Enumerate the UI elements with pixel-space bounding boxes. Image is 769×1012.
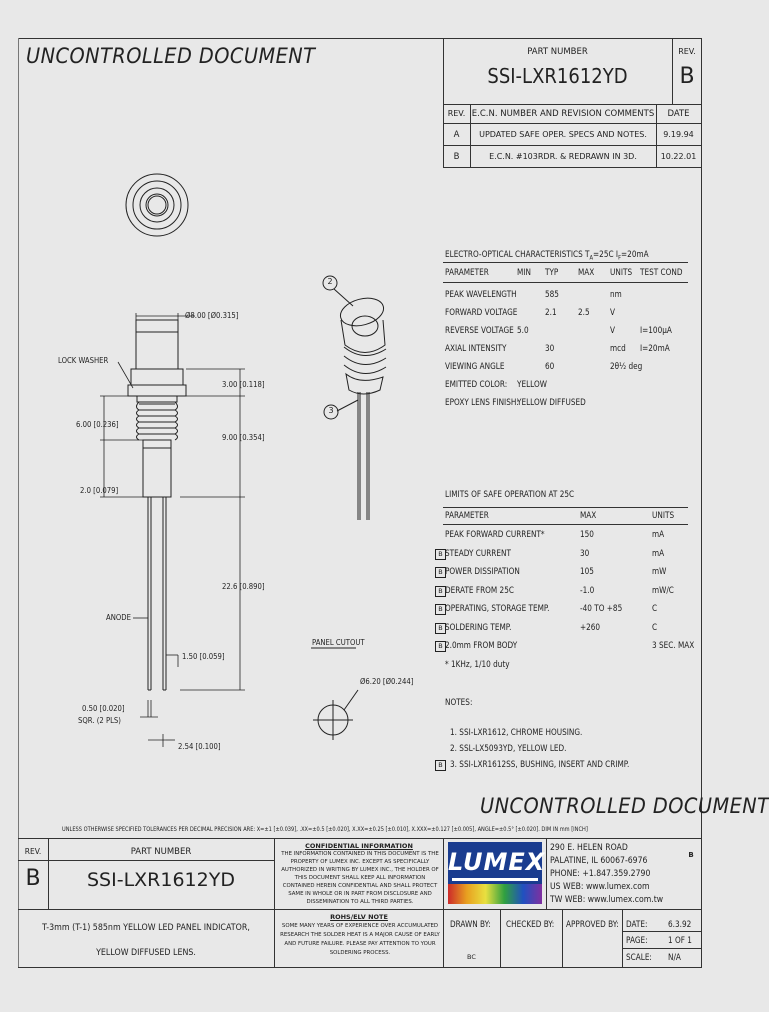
rev-row-a-date: 9.19.94 xyxy=(663,130,694,139)
safe-cell: 3 SEC. MAX xyxy=(652,641,695,651)
safe-cell: DERATE FROM 25C xyxy=(445,585,514,596)
rohs-title: ROHS/ELV NOTE xyxy=(330,913,388,921)
eo-cell: YELLOW DIFFUSED xyxy=(517,398,586,408)
dim-22: 22.6 [0.890] xyxy=(222,582,265,591)
eo-header-cell: TYP xyxy=(545,268,559,278)
note-item: 1. SSI-LXR1612, CHROME HOUSING. xyxy=(450,728,583,738)
rev-row-b-comment: E.C.N. #103RDR. & REDRAWN IN 3D. xyxy=(489,152,637,161)
eo-header-cell: MAX xyxy=(578,268,595,278)
eo-header-cell: UNITS xyxy=(610,268,633,278)
safe-cell: mA xyxy=(652,530,665,540)
uncontrolled-stamp-top: UNCONTROLLED DOCUMENT xyxy=(26,44,316,68)
tb-description: T-3mm (T-1) 585nm YELLOW LED PANEL INDICATOR, YELLOW DIFFUSED LENS. xyxy=(42,923,250,958)
rev-row-a-comment: UPDATED SAFE OPER. SPECS AND NOTES. xyxy=(479,130,647,139)
panel-cutout-label: PANEL CUTOUT xyxy=(312,638,365,647)
eo-cell: 60 xyxy=(545,362,555,372)
safe-cell: 2.0mm FROM BODY xyxy=(445,641,518,651)
rev-row-b-date: 10.22.01 xyxy=(660,152,697,161)
safe-header-cell: UNITS xyxy=(652,511,675,521)
dim-050: 0.50 [0.020] xyxy=(82,704,125,713)
rev-b-marker: B xyxy=(435,641,446,652)
drawn-by-value: BC xyxy=(467,953,476,961)
safe-header-cell: PARAMETER xyxy=(445,511,489,521)
safe-cell: C xyxy=(652,604,658,614)
safe-cell: mW xyxy=(652,567,667,577)
anode-label: ANODE xyxy=(106,613,131,622)
eo-cell: 30 xyxy=(545,344,555,354)
dim-254: 2.54 [0.100] xyxy=(178,742,221,751)
sqr-label: SQR. (2 PLS) xyxy=(78,716,121,725)
side-view-body xyxy=(128,320,186,690)
dim-dia-8: Ø8.00 [Ø0.315] xyxy=(185,311,239,320)
rev-b-marker: B xyxy=(435,604,446,615)
eo-cell: 5.0 xyxy=(517,326,529,336)
top-view-circles xyxy=(126,174,188,236)
address-line: US WEB: www.lumex.com xyxy=(550,882,650,892)
dim-6: 6.00 [0.236] xyxy=(76,420,119,429)
rev-value: B xyxy=(679,64,695,89)
safe-cell: mW/C xyxy=(652,585,674,596)
rev-table-header-rev: REV. xyxy=(447,109,466,118)
eo-header-cell: MIN xyxy=(517,268,531,278)
eo-cell: EPOXY LENS FINISH: xyxy=(445,398,519,408)
panel-cutout xyxy=(311,648,358,740)
safe-cell: OPERATING, STORAGE TEMP. xyxy=(445,604,550,614)
page-value: 1 OF 1 xyxy=(668,936,692,946)
safe-cell: POWER DISSIPATION xyxy=(445,567,520,577)
lumex-logo: LUMEX xyxy=(448,842,542,904)
eo-cell: AXIAL INTENSITY xyxy=(445,344,507,354)
scale-label: SCALE: xyxy=(626,953,652,963)
safe-cell: 105 xyxy=(580,567,594,577)
rev-b-marker: B xyxy=(435,549,446,560)
note-item: 3. SSI-LXR1612SS, BUSHING, INSERT AND CRIMP. xyxy=(450,760,630,770)
safe-op-footnote: * 1KHz, 1/10 duty xyxy=(445,660,510,670)
led-3d-view xyxy=(323,276,387,520)
lock-washer-label: LOCK WASHER xyxy=(58,356,109,365)
callout-3: 3 xyxy=(328,406,334,415)
notes-title: NOTES: xyxy=(445,698,473,708)
tb-part-number: SSI-LXR1612YD xyxy=(87,869,235,891)
eo-cell: YELLOW xyxy=(517,380,547,390)
safe-cell: C xyxy=(652,622,658,633)
rev-b-marker: B xyxy=(435,586,446,597)
tb-rev-marker: B xyxy=(688,851,694,859)
safe-cell: 30 xyxy=(580,548,590,559)
rev-label: REV. xyxy=(678,47,696,56)
confidential-title: CONFIDENTIAL INFORMATION xyxy=(305,842,413,850)
date-value: 6.3.92 xyxy=(668,920,692,930)
safe-cell: PEAK FORWARD CURRENT* xyxy=(445,530,545,540)
note-item: 2. SSL-LX5093YD, YELLOW LED. xyxy=(450,744,567,754)
eo-cell: 585 xyxy=(545,290,559,300)
tb-rev-label: REV. xyxy=(24,847,42,856)
eo-header-cell: PARAMETER xyxy=(445,268,489,278)
page-label: PAGE: xyxy=(626,936,648,946)
eo-cell: EMITTED COLOR: xyxy=(445,380,508,390)
dimension-lines xyxy=(100,313,245,747)
rev-table-header-comments: E.C.N. NUMBER AND REVISION COMMENTS xyxy=(471,109,655,119)
eo-cell: nm xyxy=(610,290,622,300)
eo-cell: PEAK WAVELENGTH xyxy=(445,290,517,300)
rev-table-header-date: DATE xyxy=(667,109,690,119)
rohs-body: SOME MANY YEARS OF EXPERIENCE OVER ACCUMULATED RESEARCH THE SOLDER HEAT IS A MAJOR CAUSE OF EARLY AND FUTURE FAILURE. PLEASE PAY ATTENTION TO YOUR SOLDERING PROCESS. xyxy=(280,923,440,956)
rev-b-marker: B xyxy=(435,760,446,771)
dim-3: 3.00 [0.118] xyxy=(222,380,265,389)
rev-b-marker: B xyxy=(435,567,446,578)
eo-title: ELECTRO-OPTICAL CHARACTERISTICS $T_A=25C$ $I_F=20mA$ xyxy=(445,250,649,262)
rev-b-marker: B xyxy=(435,623,446,634)
eo-cell: I=100µA xyxy=(640,326,672,336)
address-line: TW WEB: www.lumex.com.tw xyxy=(550,895,664,905)
safe-cell: STEADY CURRENT xyxy=(445,548,511,559)
scale-value: N/A xyxy=(668,953,681,963)
callout-2: 2 xyxy=(327,277,333,286)
safe-cell: -40 TO +85 xyxy=(580,604,623,614)
address-line: 290 E. HELEN ROAD xyxy=(550,843,628,853)
safe-cell: -1.0 xyxy=(580,585,595,596)
eo-cell: V xyxy=(610,308,616,318)
dim-dia-620: Ø6.20 [Ø0.244] xyxy=(360,677,414,686)
tolerance-note: UNLESS OTHERWISE SPECIFIED TOLERANCES PER DECIMAL PRECISION ARE: X=±1 [±0.039], .XX=±0.5 [±0.020], X.XX=±0.25 [±0.010], X.XXX=±0.127 [±0.005], ANGLE=±0.5° [±0.020]. DIM IN mm [INCH] xyxy=(62,825,588,833)
safe-op-title: LIMITS OF SAFE OPERATION AT 25C xyxy=(445,490,575,500)
eo-cell: 2θ½ deg xyxy=(610,362,643,372)
safe-header-cell: MAX xyxy=(580,511,597,521)
eo-cell: mcd xyxy=(610,344,626,354)
eo-cell: I=20mA xyxy=(640,344,670,354)
mechanical-drawing xyxy=(0,0,440,820)
eo-header-cell: TEST COND xyxy=(640,268,683,278)
dim-9: 9.00 [0.354] xyxy=(222,433,265,442)
rev-row-a-rev: A xyxy=(453,130,460,140)
tb-part-number-label: PART NUMBER xyxy=(130,847,192,857)
eo-cell: REVERSE VOLTAGE xyxy=(445,326,514,336)
safe-cell: +260 xyxy=(580,622,601,633)
safe-cell: 150 xyxy=(580,530,594,540)
drawn-by-label: DRAWN BY: xyxy=(450,920,491,930)
eo-cell: V xyxy=(610,326,616,336)
part-number: SSI-LXR1612YD xyxy=(487,64,628,88)
dim-2: 2.0 [0.079] xyxy=(80,486,119,495)
confidential-body: THE INFORMATION CONTAINED IN THIS DOCUMENT IS THE PROPERTY OF LUMEX INC. EXCEPT AS SPECIFICALLY AUTHORIZED IN WRITING BY LUMEX INC., THE HOLDER OF THIS DOCUMENT SHALL KEEP ALL INFORMATION CONTAINED HEREIN CONFIDENTIAL AND SHALL PROTECT SAME IN WHOLE OR IN PART FROM DISCLOSURE AND DISSEMINATION TO ALL THIRD PARTIES. xyxy=(281,851,439,905)
uncontrolled-stamp-bottom: UNCONTROLLED DOCUMENT xyxy=(480,794,769,818)
safe-cell: SOLDERING TEMP. xyxy=(445,622,512,633)
eo-cell: 2.5 xyxy=(578,308,590,318)
tb-rev-value: B xyxy=(25,866,41,891)
dim-150: 1.50 [0.059] xyxy=(182,652,225,661)
date-label: DATE: xyxy=(626,920,648,930)
eo-cell: 2.1 xyxy=(545,308,557,318)
eo-cell: FORWARD VOLTAGE xyxy=(445,308,518,318)
checked-by-label: CHECKED BY: xyxy=(506,920,555,930)
approved-by-label: APPROVED BY: xyxy=(566,920,619,930)
safe-cell: mA xyxy=(652,548,665,559)
address-line: PALATINE, IL 60067-6976 xyxy=(550,856,648,866)
eo-cell: VIEWING ANGLE xyxy=(445,362,505,372)
rev-row-b-rev: B xyxy=(453,152,460,162)
address-line: PHONE: +1.847.359.2790 xyxy=(550,869,651,879)
part-number-label: PART NUMBER xyxy=(527,47,588,57)
